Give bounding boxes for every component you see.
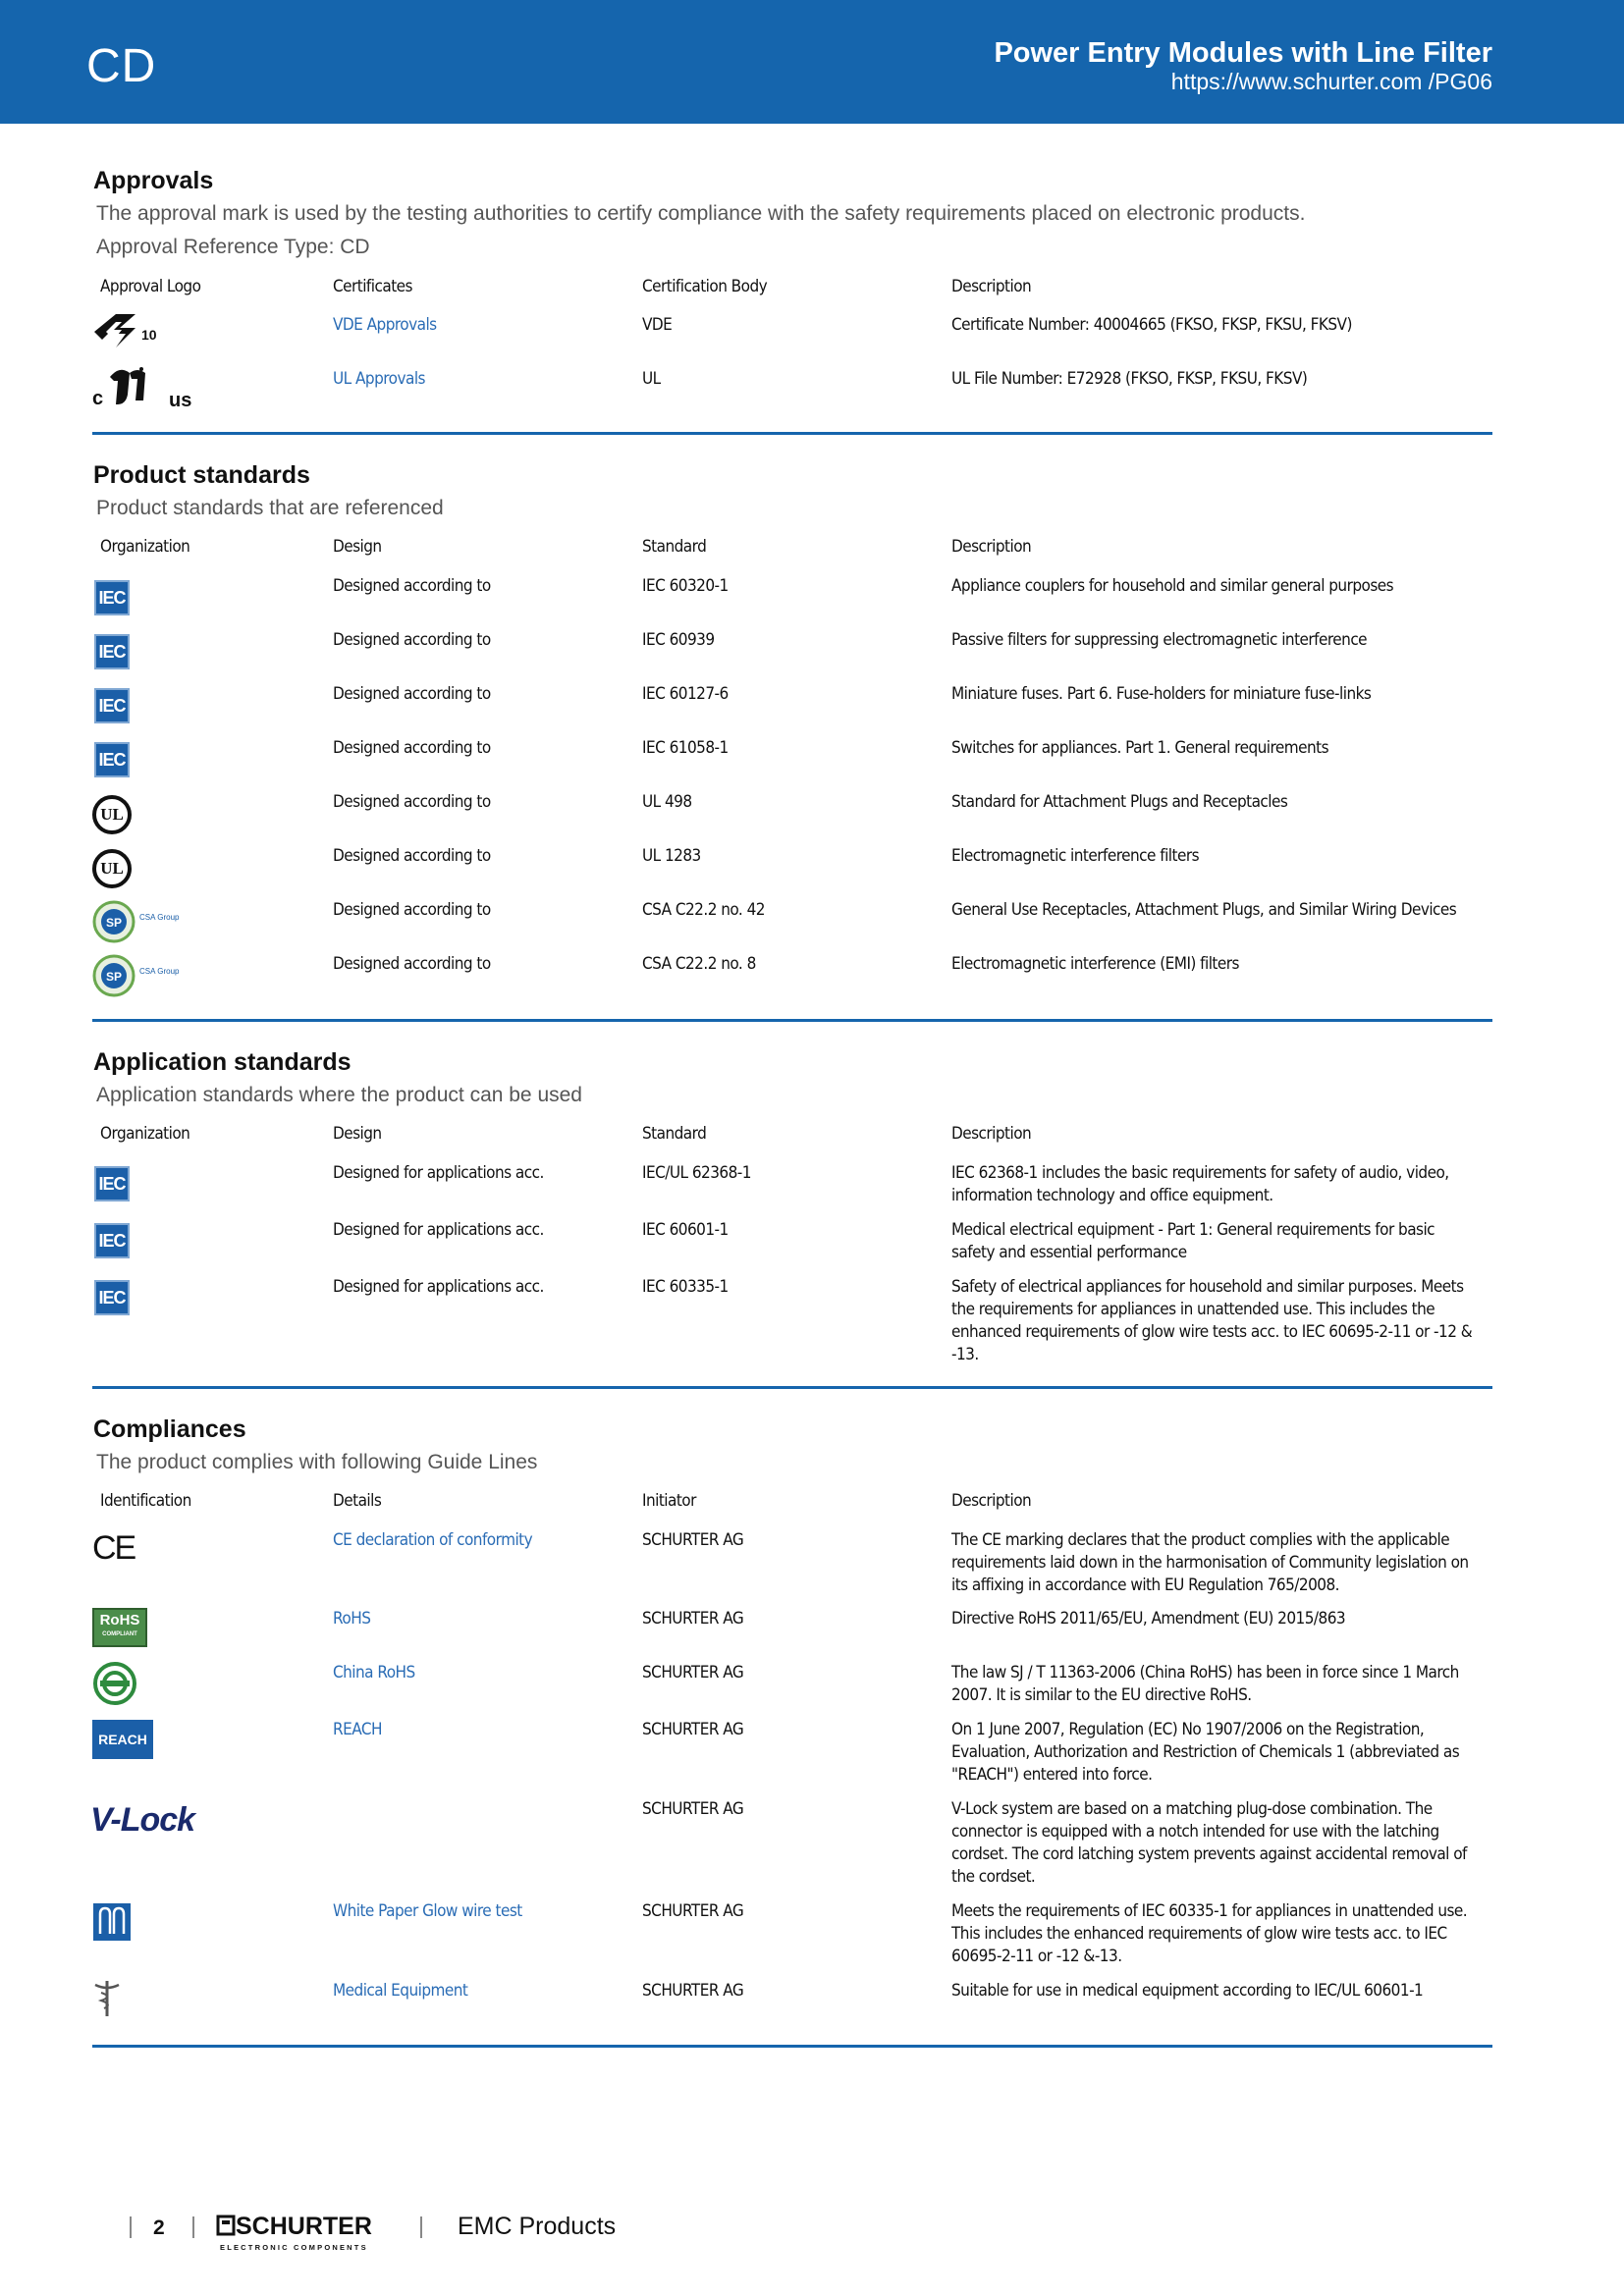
design: Designed for applications acc. [333, 1163, 544, 1183]
cul-us-logo-icon [90, 365, 198, 410]
csa-logo-icon [92, 954, 180, 997]
description: Miniature fuses. Part 6. Fuse-holders for miniature fuse-links [951, 684, 1372, 704]
description: General Use Receptacles, Attachment Plugs, and Similar Wiring Devices [951, 900, 1457, 920]
standard: UL 498 [642, 792, 692, 812]
description: Passive filters for suppressing electromagnetic interference [951, 630, 1368, 650]
approval-reference: Approval Reference Type: CD [96, 236, 370, 258]
details-link[interactable]: REACH [333, 1720, 382, 1739]
page-number: 2 [153, 2216, 165, 2239]
section-divider [92, 2045, 1492, 2048]
standard: IEC/UL 62368-1 [642, 1163, 751, 1183]
details-link[interactable]: China RoHS [333, 1663, 415, 1682]
iec-logo-icon: IEC [94, 688, 130, 723]
iec-logo-icon: IEC [94, 742, 130, 777]
col-header: Design [333, 537, 382, 557]
section-divider [92, 432, 1492, 435]
design: Designed according to [333, 900, 491, 920]
col-header: Standard [642, 1124, 707, 1144]
footer-divider [192, 2216, 194, 2238]
iec-logo-icon: IEC [94, 1280, 130, 1315]
initiator: SCHURTER AG [642, 1901, 744, 1921]
col-header: Certification Body [642, 277, 768, 296]
csa-logo-icon [92, 900, 180, 943]
description: IEC 62368-1 includes the basic requirements for safety of audio, video, information technology and office equipment. [951, 1163, 1449, 1205]
section-title: Compliances [93, 1415, 246, 1443]
section-title: Product standards [93, 461, 310, 489]
design: Designed according to [333, 576, 491, 596]
details-link[interactable]: RoHS [333, 1609, 371, 1629]
footer-divider [130, 2216, 132, 2238]
section-intro: Product standards that are referenced [96, 497, 444, 519]
standard: IEC 60939 [642, 630, 715, 650]
certificate-link[interactable]: VDE Approvals [333, 315, 437, 335]
svg-text:SP: SP [105, 970, 123, 984]
description: Electromagnetic interference filters [951, 846, 1200, 866]
col-header: Identification [100, 1491, 191, 1511]
section-title: Application standards [93, 1048, 352, 1076]
footer-divider [420, 2216, 422, 2238]
description: Certificate Number: 40004665 (FKSO, FKSP, FKSU, FKSV) [951, 315, 1352, 335]
col-header: Organization [100, 1124, 190, 1144]
col-header: Approval Logo [100, 277, 201, 296]
svg-text:ELECTRONIC COMPONENTS: ELECTRONIC COMPONENTS [220, 2243, 368, 2252]
description: On 1 June 2007, Regulation (EC) No 1907/2006 on the Registration, Evaluation, Authorization and Restriction of Chemicals 1 (abbreviated as "REACH") entered into force. [951, 1720, 1460, 1785]
col-header: Description [951, 277, 1032, 296]
svg-text:CSA Group: CSA Group [139, 913, 180, 922]
svg-text:10: 10 [141, 327, 157, 343]
application-standards-section [92, 1048, 1492, 1392]
design: Designed according to [333, 684, 491, 704]
details-link[interactable]: CE declaration of conformity [333, 1530, 533, 1550]
description: The CE marking declares that the product complies with the applicable requirements laid down in the harmonisation of Community legislation on its affixing in accordance with EU Regulation 765/2008. [951, 1530, 1469, 1595]
design: Designed for applications acc. [333, 1220, 544, 1240]
v-lock-logo-icon: V-Lock [90, 1801, 195, 1839]
section-intro: Application standards where the product can be used [96, 1084, 582, 1106]
description: Directive RoHS 2011/65/EU, Amendment (EU) 2015/863 [951, 1609, 1346, 1629]
col-header: Details [333, 1491, 382, 1511]
initiator: SCHURTER AG [642, 1981, 744, 2001]
col-header: Organization [100, 537, 190, 557]
design: Designed for applications acc. [333, 1277, 544, 1297]
certification-body: UL [642, 369, 661, 389]
standard: UL 1283 [642, 846, 701, 866]
header-title: Power Entry Modules with Line Filter [994, 37, 1492, 69]
description: V-Lock system are based on a matching plug-dose combination. The connector is equipped with a notch intended for use with the latching cordset. The cord latching system prevents against accidental removal of the cordset. [951, 1799, 1467, 1887]
col-header: Certificates [333, 277, 412, 296]
description: UL File Number: E72928 (FKSO, FKSP, FKSU, FKSV) [951, 369, 1308, 389]
col-header: Design [333, 1124, 382, 1144]
col-header: Standard [642, 537, 707, 557]
col-header: Description [951, 1124, 1032, 1144]
section-divider [92, 1019, 1492, 1022]
standard: IEC 61058-1 [642, 738, 729, 758]
description: Safety of electrical appliances for household and similar purposes. Meets the requirements for appliances in unattended use. This includes the enhanced requirements of glow wire tests acc. to IEC 60695-2-11 or -12 & -13. [951, 1277, 1473, 1364]
glow-wire-logo-icon [92, 1902, 132, 1942]
iec-logo-icon: IEC [94, 580, 130, 615]
standard: CSA C22.2 no. 8 [642, 954, 756, 974]
iec-logo-icon: IEC [94, 1166, 130, 1201]
initiator: SCHURTER AG [642, 1799, 744, 1819]
design: Designed according to [333, 954, 491, 974]
standard: IEC 60601-1 [642, 1220, 729, 1240]
iec-logo-icon: IEC [94, 634, 130, 669]
section-intro: The product complies with following Guide Lines [96, 1451, 538, 1473]
reach-logo-icon: REACH [92, 1720, 153, 1759]
page-footer [0, 2209, 1624, 2268]
header-url[interactable]: https://www.schurter.com /PG06 [1170, 69, 1492, 94]
certificate-link[interactable]: UL Approvals [333, 369, 425, 389]
details-link[interactable]: Medical Equipment [333, 1981, 468, 2001]
design: Designed according to [333, 738, 491, 758]
standard: IEC 60127-6 [642, 684, 729, 704]
initiator: SCHURTER AG [642, 1663, 744, 1682]
svg-text:SP: SP [105, 916, 123, 930]
section-divider [92, 1386, 1492, 1389]
standard: IEC 60335-1 [642, 1277, 729, 1297]
col-header: Description [951, 1491, 1032, 1511]
description: Suitable for use in medical equipment according to IEC/UL 60601-1 [951, 1981, 1424, 2001]
svg-text:us: us [169, 390, 192, 411]
svg-text:c: c [92, 388, 104, 409]
compliances-section [92, 1415, 1492, 2054]
section-intro: The approval mark is used by the testing authorities to certify compliance with the safety requirements placed on electronic products. [96, 202, 1306, 225]
description: Switches for appliances. Part 1. General requirements [951, 738, 1329, 758]
design: Designed according to [333, 792, 491, 812]
product-standards-section [92, 461, 1492, 1026]
description: Meets the requirements of IEC 60335-1 for appliances in unattended use. This includes the enhanced requirements of glow wire tests acc. to IEC 60695-2-11 or -12 &-13. [951, 1901, 1468, 1966]
medical-caduceus-icon [92, 1979, 122, 2018]
iec-logo-icon: IEC [94, 1223, 130, 1258]
description: The law SJ / T 11363-2006 (China RoHS) has been in force since 1 March 2007. It is similar to the EU directive RoHS. [951, 1663, 1459, 1705]
svg-text:SCHURTER: SCHURTER [236, 2213, 372, 2240]
design: Designed according to [333, 630, 491, 650]
vde-logo-icon [92, 310, 161, 353]
section-title: Approvals [93, 167, 214, 194]
standard: IEC 60320-1 [642, 576, 729, 596]
ce-mark-icon: CE [92, 1529, 135, 1567]
design: Designed according to [333, 846, 491, 866]
initiator: SCHURTER AG [642, 1720, 744, 1739]
product-code: CD [86, 40, 157, 92]
description: Electromagnetic interference (EMI) filters [951, 954, 1239, 974]
page-header [0, 0, 1624, 124]
product-area: EMC Products [458, 2213, 617, 2240]
ul-logo-icon: UL [92, 795, 132, 834]
initiator: SCHURTER AG [642, 1609, 744, 1629]
initiator: SCHURTER AG [642, 1530, 744, 1550]
certification-body: VDE [642, 315, 673, 335]
col-header: Initiator [642, 1491, 696, 1511]
description: Medical electrical equipment - Part 1: General requirements for basic safety and essential performance [951, 1220, 1435, 1262]
china-rohs-logo-icon [92, 1661, 137, 1706]
schurter-logo [218, 2211, 395, 2254]
approvals-section [92, 167, 1492, 437]
details-link[interactable]: White Paper Glow wire test [333, 1901, 522, 1921]
rohs-logo-icon: RoHS COMPLIANT [92, 1608, 147, 1647]
description: Standard for Attachment Plugs and Receptacles [951, 792, 1288, 812]
standard: CSA C22.2 no. 42 [642, 900, 765, 920]
ul-logo-icon: UL [92, 849, 132, 888]
col-header: Description [951, 537, 1032, 557]
description: Appliance couplers for household and similar general purposes [951, 576, 1394, 596]
svg-text:CSA Group: CSA Group [139, 967, 180, 976]
